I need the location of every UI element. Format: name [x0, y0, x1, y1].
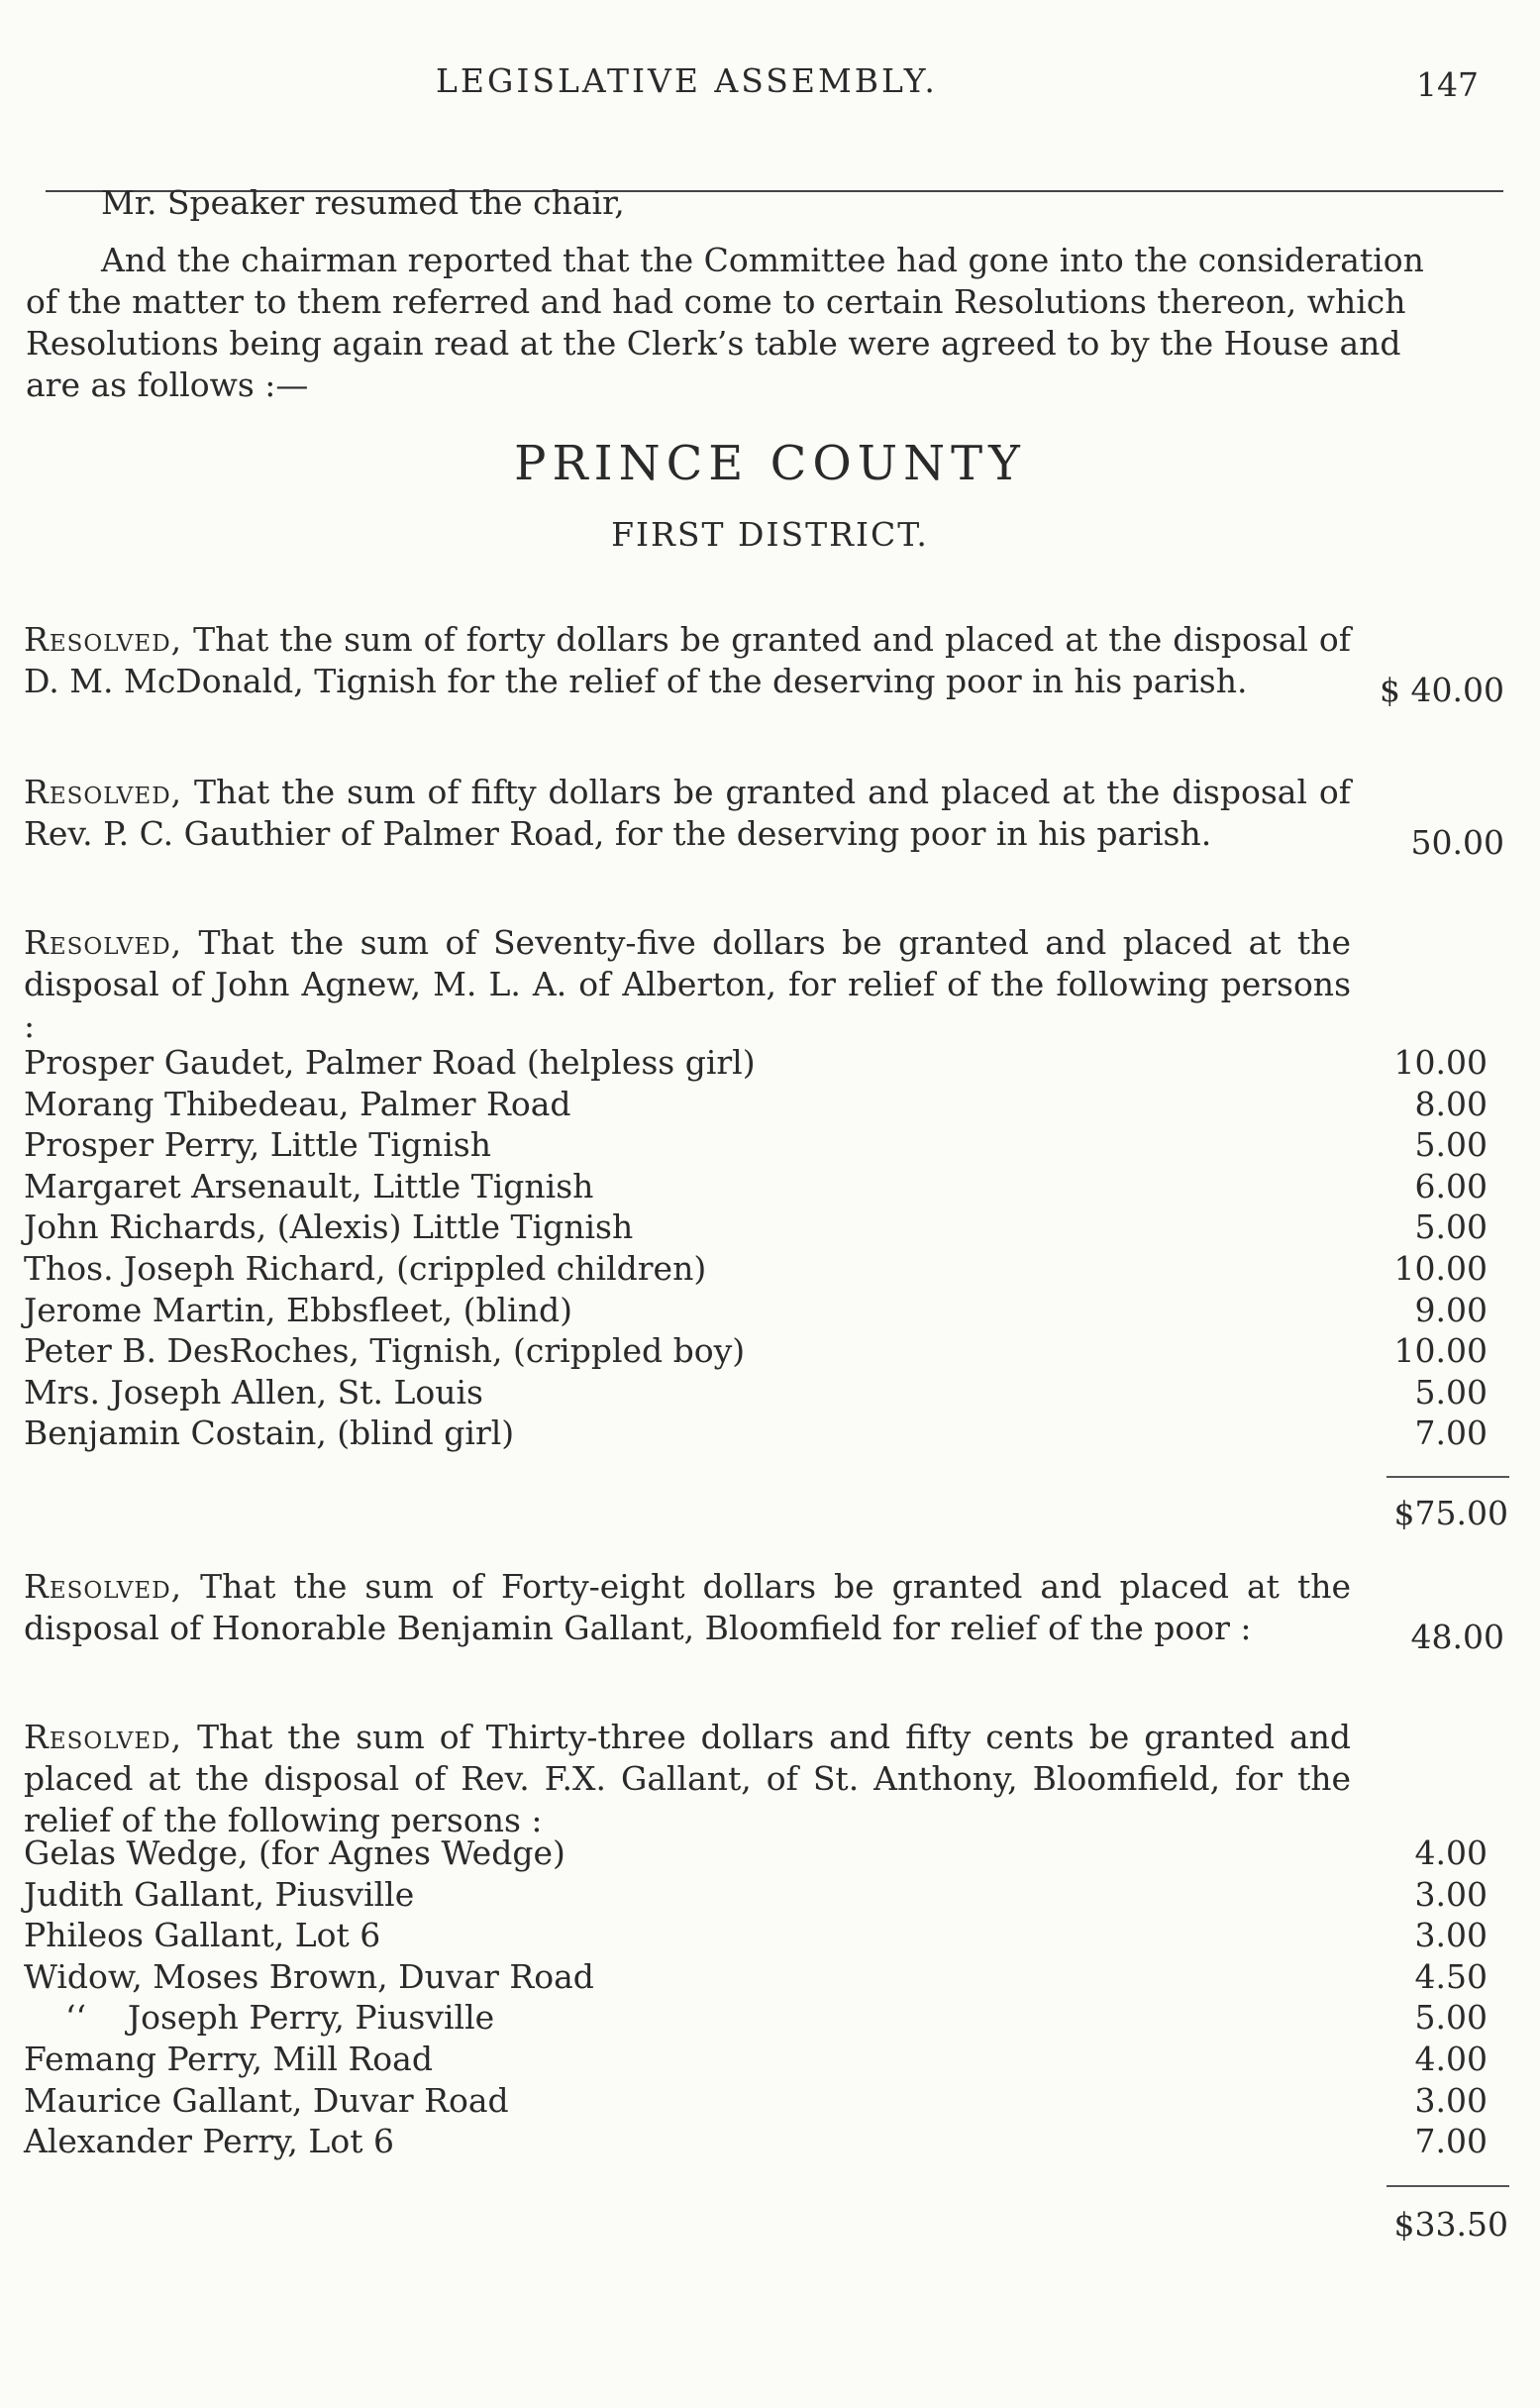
list-item: Peter B. DesRoches, Tignish, (crippled boy) 10.00 [24, 1331, 1488, 1371]
resolution-4 [24, 1566, 1351, 1649]
resolution-2-amount: 50.00 [1410, 823, 1504, 862]
list-2-total: $33.50 [1393, 2205, 1508, 2244]
list-item: Alexander Perry, Lot 6 7.00 [24, 2122, 1488, 2161]
committee-report-line-2: of the matter to them referred and had come to certain Resolutions thereon, which [26, 282, 1406, 321]
resolution-2 [24, 772, 1351, 855]
district-heading: FIRST DISTRICT. [611, 515, 929, 554]
resolution-lead: Resolved, [24, 773, 183, 811]
intro-text [26, 182, 1501, 406]
relief-list-2 [24, 1832, 1499, 2162]
list-item: Benjamin Costain, (blind girl) 7.00 [24, 1413, 1488, 1453]
list-item: Mrs. Joseph Allen, St. Louis 5.00 [24, 1372, 1488, 1412]
list-item: ‘‘ Joseph Perry, Piusville 5.00 [24, 1998, 1488, 2038]
resolution-text: That the sum of Forty-eight dollars be granted and placed at the disposal of Honorable Benjamin Gallant, Bloomfield for relief of the poor : [24, 1567, 1351, 1647]
resolution-lead: Resolved, [24, 923, 183, 962]
sum-rule [1386, 2185, 1509, 2187]
committee-report-line-1: And the chairman reported that the Committee had gone into the consideration [101, 241, 1424, 279]
resolution-lead: Resolved, [24, 620, 183, 659]
resolution-1-amount: $ 40.00 [1380, 671, 1504, 709]
running-title: LEGISLATIVE ASSEMBLY. [436, 61, 938, 100]
resolution-text: That the sum of forty dollars be granted and placed at the disposal of D. M. McDonald, Tignish for the relief of the deserving poor in his parish. [24, 620, 1351, 700]
list-item: Gelas Wedge, (for Agnes Wedge) 4.00 [24, 1833, 1488, 1872]
page-number: 147 [1416, 65, 1479, 104]
list-item: Jerome Martin, Ebbsfleet, (blind) 9.00 [24, 1290, 1488, 1329]
committee-report-line-4: are as follows :— [26, 366, 309, 404]
list-item: Morang Thibedeau, Palmer Road 8.00 [24, 1084, 1488, 1123]
resolution-lead: Resolved, [24, 1567, 183, 1606]
speaker-resumed-line: Mr. Speaker resumed the chair, [101, 183, 625, 222]
list-item: Femang Perry, Mill Road 4.00 [24, 2039, 1488, 2078]
running-header [0, 61, 1540, 121]
sum-rule [1386, 1476, 1509, 1478]
resolution-1 [24, 619, 1351, 702]
resolution-3 [24, 922, 1351, 1047]
list-item: Judith Gallant, Piusville 3.00 [24, 1874, 1488, 1914]
list-item: Maurice Gallant, Duvar Road 3.00 [24, 2080, 1488, 2120]
resolution-text: That the sum of Thirty-three dollars and fifty cents be granted and placed at the disposal of Rev. F.X. Gallant, of St. Anthony, Bloomfield, for the relief of the following persons : [24, 1718, 1351, 1839]
list-item: Prosper Perry, Little Tignish 5.00 [24, 1125, 1488, 1165]
resolution-4-amount: 48.00 [1410, 1618, 1504, 1656]
committee-report-line-3: Resolutions being again read at the Clerk’s table were agreed to by the House and [26, 324, 1401, 363]
list-item: Margaret Arsenault, Little Tignish 6.00 [24, 1166, 1488, 1205]
resolution-text: That the sum of fifty dollars be granted and placed at the disposal of Rev. P. C. Gauthier of Palmer Road, for the deserving poor in his parish. [24, 773, 1351, 853]
resolution-text: That the sum of Seventy-five dollars be granted and placed at the disposal of John Agnew, M. L. A. of Alberton, for relief of the following persons : [24, 923, 1351, 1045]
resolution-lead: Resolved, [24, 1718, 183, 1756]
resolution-5 [24, 1717, 1351, 1841]
county-heading: PRINCE COUNTY [514, 436, 1026, 491]
list-1-total: $75.00 [1393, 1494, 1508, 1532]
list-item: Prosper Gaudet, Palmer Road (helpless girl) 10.00 [24, 1043, 1488, 1082]
list-item: Widow, Moses Brown, Duvar Road 4.50 [24, 1956, 1488, 1996]
list-item: Phileos Gallant, Lot 6 3.00 [24, 1916, 1488, 1955]
list-item: Thos. Joseph Richard, (crippled children) 10.00 [24, 1248, 1488, 1288]
list-item: John Richards, (Alexis) Little Tignish 5.00 [24, 1207, 1488, 1247]
relief-list-1 [24, 1042, 1499, 1454]
